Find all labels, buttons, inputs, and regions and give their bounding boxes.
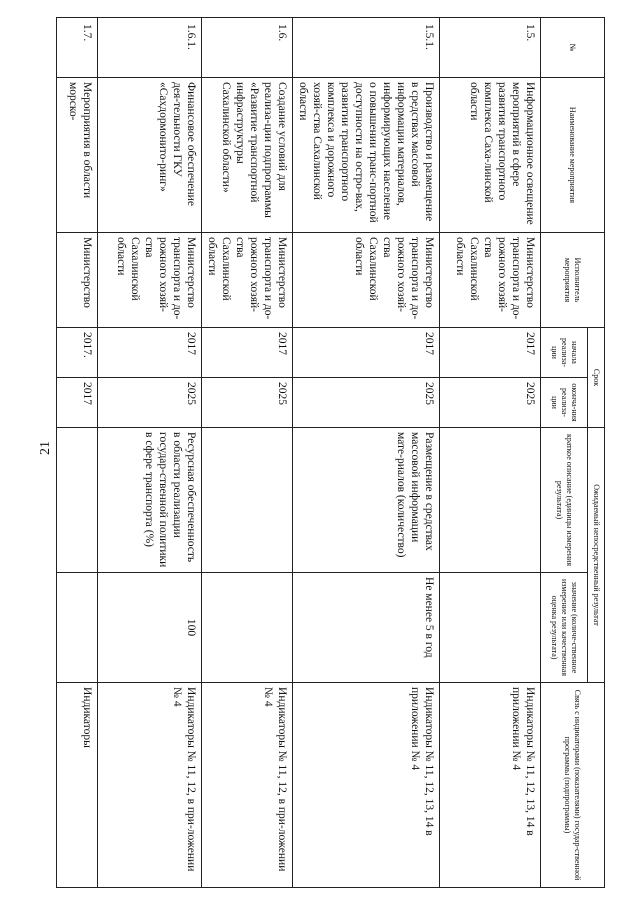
row-num: 1.6. bbox=[202, 18, 293, 78]
activities-table bbox=[56, 17, 605, 888]
header-result-desc: краткое описание (единицы измерения результата) bbox=[541, 428, 588, 573]
row-link: Индикаторы № 11, 12, 13, 14 в приложении № 4 bbox=[293, 683, 440, 888]
header-link: Связь с индикаторами (показателями) государ-ственной программы (подпрограммы) bbox=[541, 683, 605, 888]
row-name: Производство и размещение в средствах массовой информации материалов, информирующих население о повышении транс-портной доступности на остро-вах, развитии транспортного комплекса и дорожного хозяй-ства Сахалинской области bbox=[293, 78, 440, 233]
table-row bbox=[57, 18, 98, 888]
row-executor: Министерство транспорта и до-рожного хозяй-ства Сахалинской области bbox=[293, 233, 440, 328]
row-end: 2017 bbox=[57, 378, 98, 428]
header-result: Ожидаемый непосредственный результат bbox=[588, 428, 605, 683]
row-num: 1.6.1. bbox=[98, 18, 202, 78]
row-start: 2017 bbox=[202, 328, 293, 378]
header-num: № bbox=[541, 18, 605, 78]
row-name: Информационное освещение мероприятий в сфере развития транспортного комплекса Саха-линской области bbox=[440, 78, 541, 233]
row-link: Индикаторы bbox=[57, 683, 98, 888]
row-num: 1.5. bbox=[440, 18, 541, 78]
rotated-table-container bbox=[67, 17, 605, 887]
row-start: 2017. bbox=[57, 328, 98, 378]
row-end: 2025 bbox=[293, 378, 440, 428]
table-row bbox=[98, 18, 202, 888]
page-number: 21 bbox=[38, 441, 53, 455]
row-link: Индикаторы № 11, 12, в при-ложении № 4 bbox=[202, 683, 293, 888]
row-name: Финансовое обеспечение дея-тельности ГКУ «Сахдормонито-ринг» bbox=[98, 78, 202, 233]
row-name: Создание условий для реализа-ции подпрограммы «Развитие транспортной инфраструктуры Сахалинской области» bbox=[202, 78, 293, 233]
row-executor: Министерство транспорта и до-рожного хозяй-ства Сахалинской области bbox=[202, 233, 293, 328]
header-result-value: значение (количе-ственное измерение или качественная оценка результата) bbox=[541, 573, 588, 683]
row-desc: Ресурсная обеспеченность в области реализации государ-ственной политики в сфере транспорта (%) bbox=[98, 428, 202, 573]
row-num: 1.5.1. bbox=[293, 18, 440, 78]
row-value bbox=[440, 573, 541, 683]
row-start: 2017 bbox=[293, 328, 440, 378]
header-term-start: начала реализа-ции bbox=[541, 328, 588, 378]
row-link: Индикаторы № 11, 12, в при-ложении № 4 bbox=[98, 683, 202, 888]
row-link: Индикаторы № 11, 12, 13, 14 в приложении № 4 bbox=[440, 683, 541, 888]
row-desc bbox=[57, 428, 98, 573]
header-term: Срок bbox=[588, 328, 605, 428]
table-row bbox=[440, 18, 541, 888]
row-value bbox=[57, 573, 98, 683]
row-start: 2017 bbox=[440, 328, 541, 378]
header-term-end: оконча-ния реализа-ции bbox=[541, 378, 588, 428]
row-desc bbox=[202, 428, 293, 573]
header-name: Наименование мероприятия bbox=[541, 78, 605, 233]
table-row bbox=[202, 18, 293, 888]
row-value bbox=[202, 573, 293, 683]
row-executor: Министерство транспорта и до-рожного хозяй-ства Сахалинской области bbox=[98, 233, 202, 328]
header-executor: Исполнитель мероприятия bbox=[541, 233, 605, 328]
row-end: 2025 bbox=[440, 378, 541, 428]
row-desc: Размещение в средствах массовой информации мате-риалов (количество) bbox=[293, 428, 440, 573]
row-end: 2025 bbox=[202, 378, 293, 428]
table-row bbox=[293, 18, 440, 888]
row-start: 2017 bbox=[98, 328, 202, 378]
row-name: Мероприятия в области морско- bbox=[57, 78, 98, 233]
row-num: 1.7. bbox=[57, 18, 98, 78]
row-desc bbox=[440, 428, 541, 573]
row-value: 100 bbox=[98, 573, 202, 683]
row-end: 2025 bbox=[98, 378, 202, 428]
row-value: Не менее 5 в год bbox=[293, 573, 440, 683]
row-executor: Министерство транспорта и до-рожного хозяй-ства Сахалинской области bbox=[440, 233, 541, 328]
row-executor: Министерство bbox=[57, 233, 98, 328]
